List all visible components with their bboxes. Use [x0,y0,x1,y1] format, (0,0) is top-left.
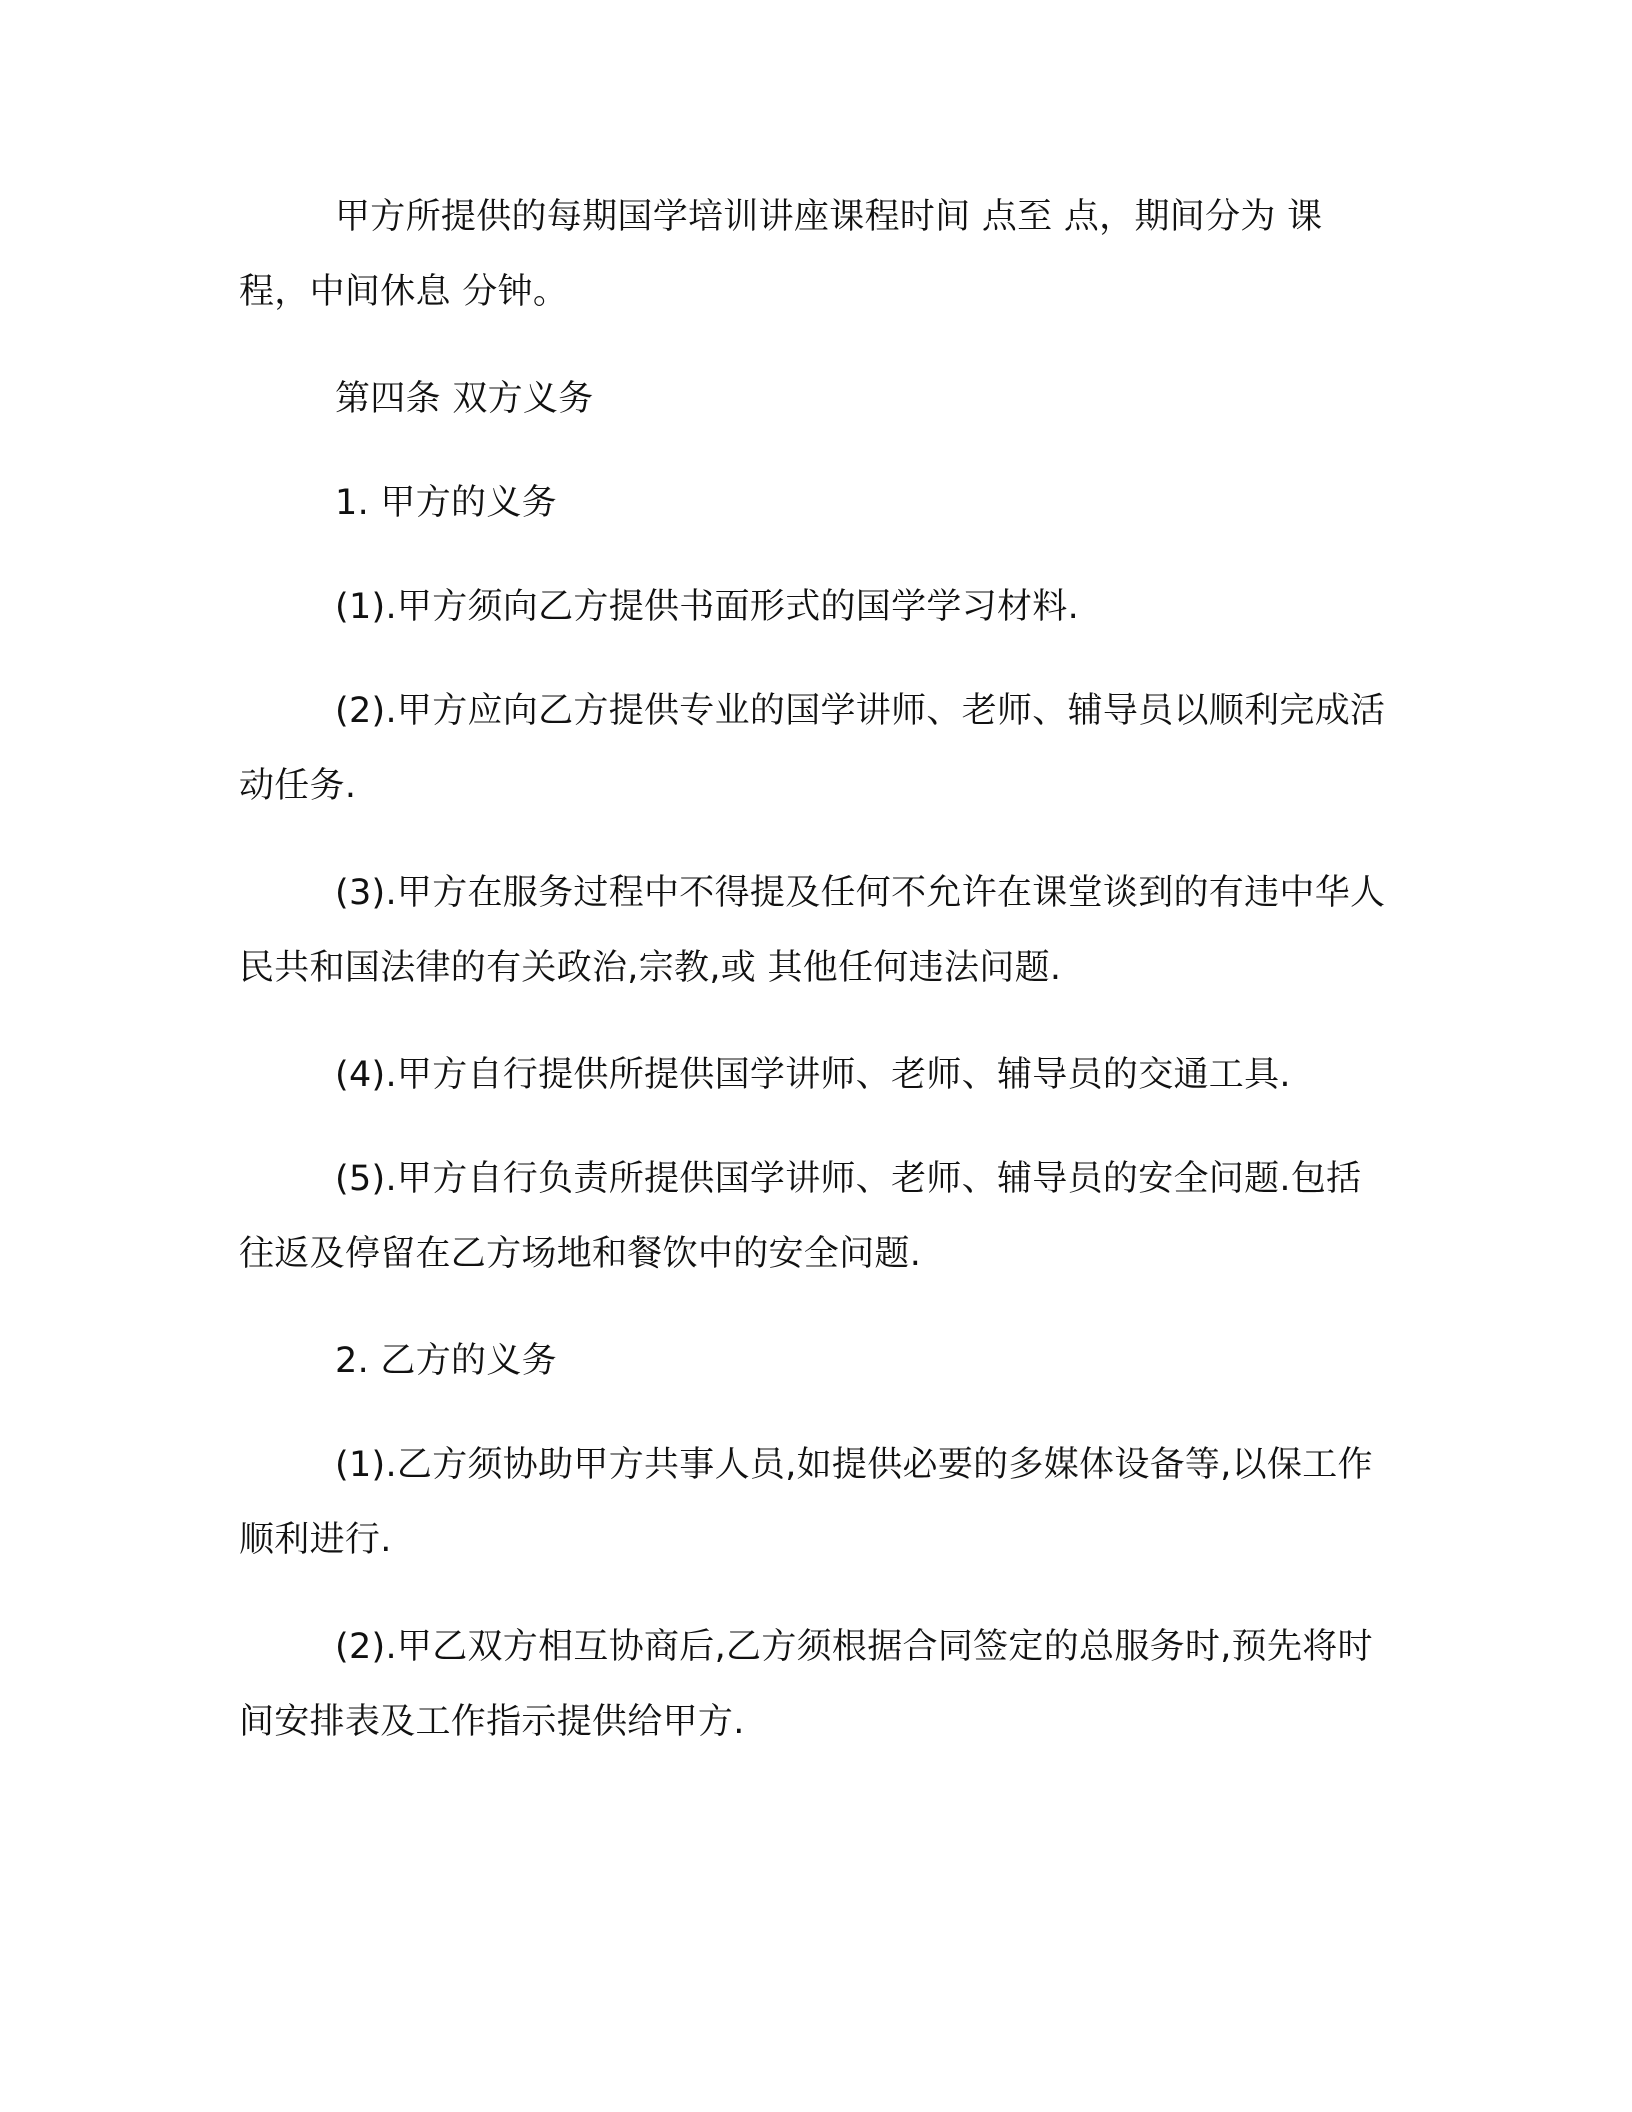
paragraph-b-duty-1: (1).乙方须协助甲方共事人员,如提供必要的多媒体设备等,以保工作顺利进行. [239,1445,1373,1560]
paragraph-a-duty-2: (2).甲方应向乙方提供专业的国学讲师、老师、辅导员以顺利完成活动任务. [239,691,1386,806]
paragraph-b-duty-2: (2).甲乙双方相互协商后,乙方须根据合同签定的总服务时,预先将时间安排表及工作指示提供给甲方. [239,1627,1373,1742]
heading-party-b-duties: 2. 乙方的义务 [335,1341,557,1381]
paragraph-a-duty-5: (5).甲方自行负责所提供国学讲师、老师、辅导员的安全问题.包括往返及停留在乙方场地和餐饮中的安全问题. [239,1159,1362,1274]
paragraph-a-duty-3: (3).甲方在服务过程中不得提及任何不允许在课堂谈到的有违中华人民共和国法律的有关政治,宗教,或 其他任何违法问题. [239,873,1386,988]
paragraph-course-time: 甲方所提供的每期国学培训讲座课程时间 点至 点，期间分为 课程，中间休息 分钟。 [239,197,1323,312]
paragraph-a-duty-1: (1).甲方须向乙方提供书面形式的国学学习材料. [335,587,1080,627]
heading-party-a-duties: 1. 甲方的义务 [335,483,557,523]
heading-article-four: 第四条 双方义务 [335,379,594,419]
paragraph-a-duty-4: (4).甲方自行提供所提供国学讲师、老师、辅导员的交通工具. [335,1055,1291,1095]
